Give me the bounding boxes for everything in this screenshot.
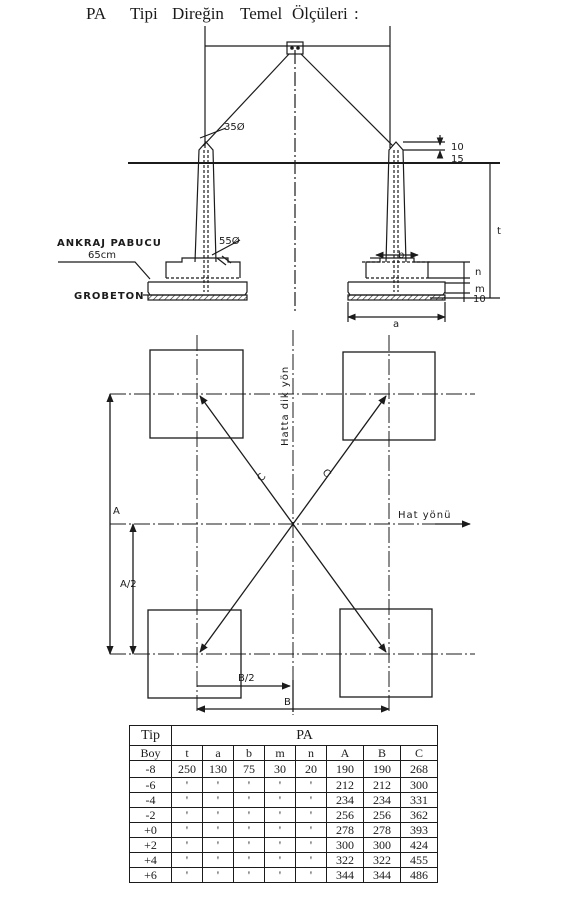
table-row — [130, 793, 438, 808]
footing-bottom-right — [340, 609, 432, 697]
table-cell: 256 — [327, 808, 364, 823]
table-cell: ' — [234, 793, 265, 808]
table-cell: 190 — [327, 761, 364, 778]
ankraj-length: 65cm — [88, 250, 116, 261]
plan-view — [110, 330, 475, 715]
node-bolt — [291, 47, 293, 49]
dim-B-half-label: B/2 — [238, 673, 255, 684]
dim-A-half-label: A/2 — [120, 579, 137, 590]
table-cell: 331 — [401, 793, 438, 808]
column-header: B — [364, 746, 401, 761]
group-header: PA — [172, 726, 438, 746]
table-row — [130, 808, 438, 823]
diagonal-c-label-left: C — [255, 471, 269, 484]
table-row — [130, 761, 438, 778]
column-header: A — [327, 746, 364, 761]
table-cell: ' — [203, 838, 234, 853]
table-cell: 486 — [401, 868, 438, 883]
table-cell: ' — [296, 823, 327, 838]
table-cell: 424 — [401, 838, 438, 853]
table-cell: ' — [296, 853, 327, 868]
table-cell: 300 — [327, 838, 364, 853]
table-cell: ' — [265, 793, 296, 808]
table-cell: ' — [234, 853, 265, 868]
boy-cell: -4 — [130, 793, 172, 808]
table-cell: 190 — [364, 761, 401, 778]
dim-n-label: n — [475, 267, 482, 278]
table-row — [130, 853, 438, 868]
dim-t-label: t — [497, 226, 501, 237]
table-cell: 322 — [364, 853, 401, 868]
table-cell: 250 — [172, 761, 203, 778]
title-word: PA — [86, 4, 107, 23]
boy-cell: +2 — [130, 838, 172, 853]
table-row — [130, 823, 438, 838]
table-row — [130, 868, 438, 883]
boy-cell: -2 — [130, 808, 172, 823]
table-cell: 256 — [364, 808, 401, 823]
table-cell: ' — [172, 853, 203, 868]
table-cell: ' — [203, 778, 234, 793]
table-cell: 362 — [401, 808, 438, 823]
table-cell: ' — [265, 778, 296, 793]
table-cell: 344 — [327, 868, 364, 883]
node-bolt — [297, 47, 299, 49]
boy-header: Boy — [130, 746, 172, 761]
perp-direction-label: Hatta dik yön — [280, 365, 291, 446]
right-pier — [348, 142, 445, 300]
grobeton-layer — [148, 295, 247, 300]
dim-m-label: m — [475, 284, 485, 295]
title-word: Temel — [240, 4, 283, 23]
title-word: : — [354, 4, 359, 23]
column-header-row — [130, 746, 438, 761]
elevation-view — [58, 26, 500, 322]
dia-top-label: 35Ø — [224, 122, 245, 133]
table-cell: 130 — [203, 761, 234, 778]
table-cell: 20 — [296, 761, 327, 778]
table-cell: ' — [265, 823, 296, 838]
table-cell: ' — [203, 808, 234, 823]
table-cell: 300 — [401, 778, 438, 793]
line-direction-label: Hat yönü — [398, 510, 452, 521]
table-cell: 278 — [327, 823, 364, 838]
dia-bottom-label: 55Ø — [219, 236, 240, 247]
boy-cell: -8 — [130, 761, 172, 778]
table-cell: ' — [234, 808, 265, 823]
column-header: m — [265, 746, 296, 761]
table-cell: ' — [203, 853, 234, 868]
table-cell: 30 — [265, 761, 296, 778]
table-cell: ' — [172, 808, 203, 823]
table-cell: ' — [234, 778, 265, 793]
dim-10-top-label: 10 — [451, 142, 464, 153]
table-row — [130, 778, 438, 793]
table-header-row — [130, 726, 438, 746]
dimension-table — [129, 725, 438, 883]
dim-A-label: A — [113, 506, 120, 517]
table-cell: 268 — [401, 761, 438, 778]
dim-a-label: a — [393, 319, 400, 330]
table-cell: ' — [265, 853, 296, 868]
table-cell: 322 — [327, 853, 364, 868]
table-cell: ' — [234, 823, 265, 838]
column-header: b — [234, 746, 265, 761]
table-cell: ' — [265, 868, 296, 883]
table-cell: 234 — [327, 793, 364, 808]
table-cell: ' — [203, 793, 234, 808]
boy-cell: +4 — [130, 853, 172, 868]
title-word: Direğin — [172, 4, 224, 23]
boy-cell: +6 — [130, 868, 172, 883]
table-row — [130, 838, 438, 853]
dim-b-label: b — [398, 250, 405, 261]
title-word: Tipi — [130, 4, 158, 23]
boy-cell: +0 — [130, 823, 172, 838]
dim-B-label: B — [284, 697, 291, 708]
tip-header: Tip — [130, 726, 172, 746]
column-header: n — [296, 746, 327, 761]
table-cell: 234 — [364, 793, 401, 808]
table-cell: 212 — [327, 778, 364, 793]
title-word: Ölçüleri — [292, 4, 348, 23]
table-cell: 278 — [364, 823, 401, 838]
table-cell: ' — [172, 823, 203, 838]
table-cell: ' — [296, 838, 327, 853]
table-cell: ' — [265, 838, 296, 853]
table-cell: 344 — [364, 868, 401, 883]
table-cell: ' — [172, 793, 203, 808]
table-cell: ' — [203, 868, 234, 883]
table-cell: ' — [296, 793, 327, 808]
dia-leader-top — [200, 128, 226, 138]
table-cell: 75 — [234, 761, 265, 778]
table-cell: 455 — [401, 853, 438, 868]
table-cell: ' — [265, 808, 296, 823]
ankraj-label: ANKRAJ PABUCU — [57, 238, 162, 249]
column-header: a — [203, 746, 234, 761]
column-header: t — [172, 746, 203, 761]
table-cell: ' — [296, 808, 327, 823]
grobeton-label: GROBETON — [74, 291, 145, 302]
table-cell: 212 — [364, 778, 401, 793]
table-cell: ' — [172, 778, 203, 793]
dim-15-label: 15 — [451, 154, 464, 165]
table-cell: 393 — [401, 823, 438, 838]
ankraj-leader — [58, 262, 150, 279]
table-cell: ' — [172, 868, 203, 883]
diagonal-member-right — [301, 54, 393, 146]
dim-10-bottom-label: 10 — [473, 294, 486, 305]
diagonal-c-label-right: C — [319, 467, 333, 480]
table-cell: ' — [234, 868, 265, 883]
column-header: C — [401, 746, 438, 761]
table-cell: 300 — [364, 838, 401, 853]
left-pier — [148, 142, 247, 300]
table-cell: ' — [296, 778, 327, 793]
table-cell: ' — [296, 868, 327, 883]
table-cell: ' — [203, 823, 234, 838]
table-cell: ' — [172, 838, 203, 853]
boy-cell: -6 — [130, 778, 172, 793]
table-cell: ' — [234, 838, 265, 853]
